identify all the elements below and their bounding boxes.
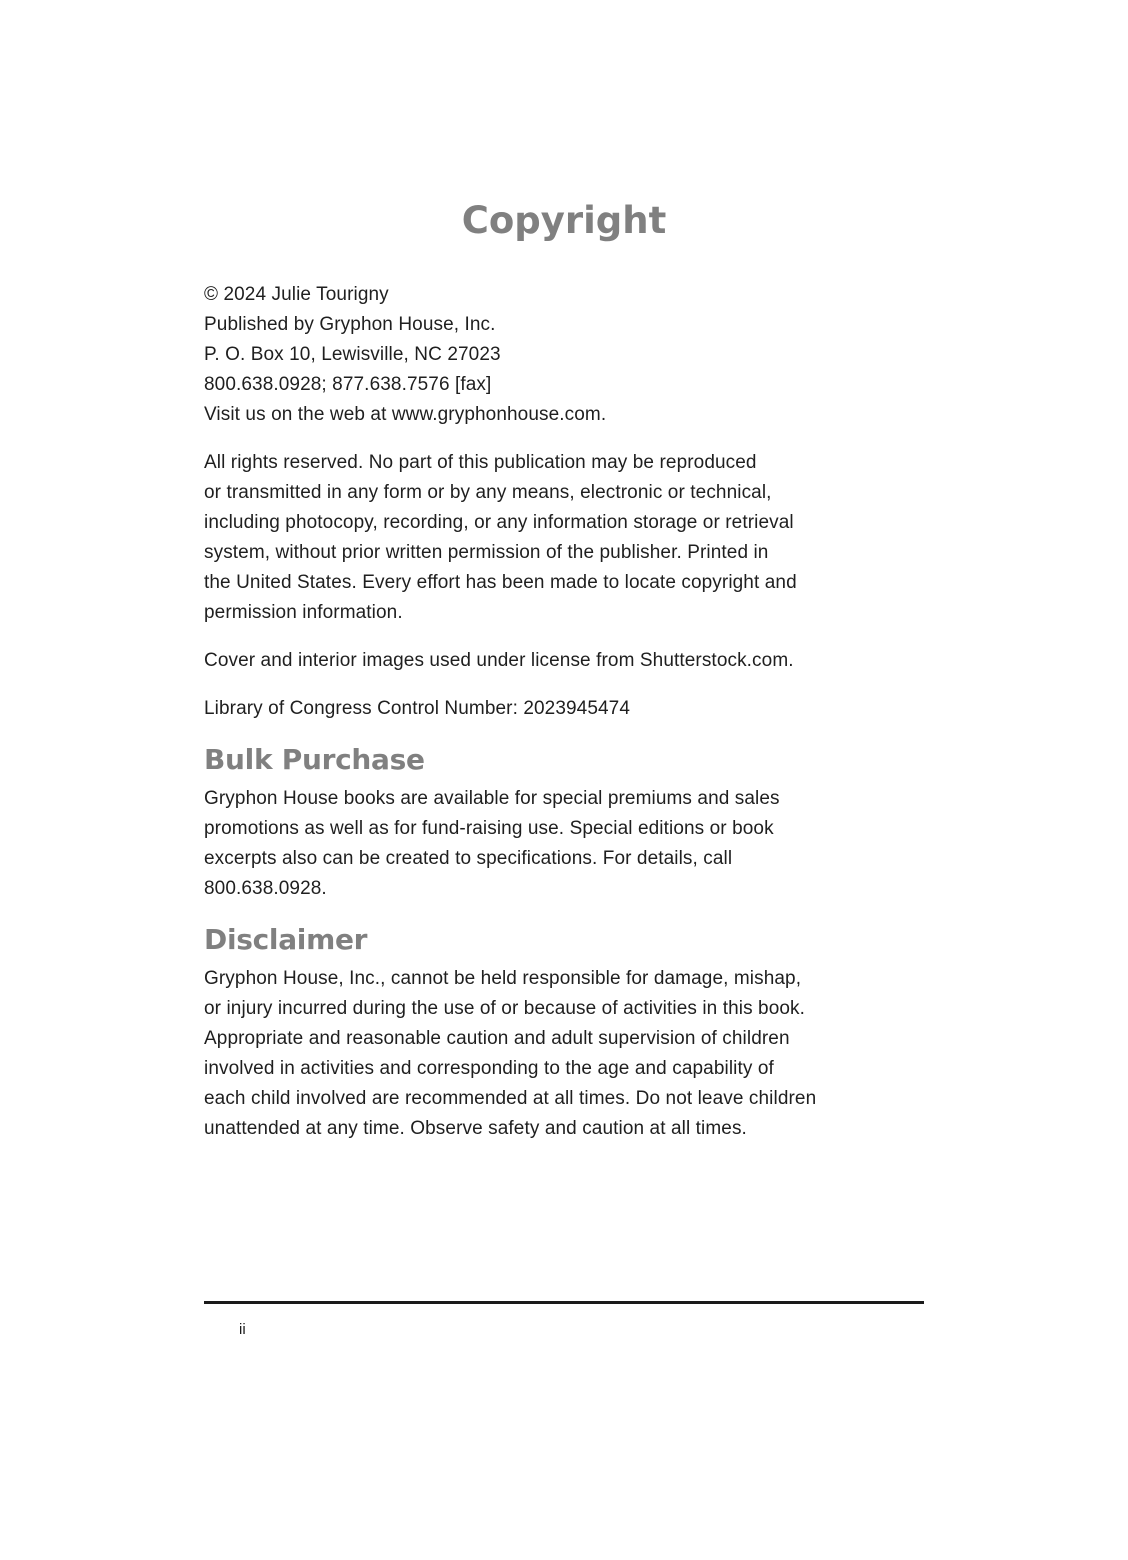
- disclaimer-heading: Disclaimer: [204, 923, 368, 956]
- rights-line: the United States. Every effort has been made to locate copyright and: [204, 572, 797, 593]
- bulk-purchase-heading: Bulk Purchase: [204, 743, 425, 776]
- disclaimer-line: Appropriate and reasonable caution and adult supervision of children: [204, 1028, 790, 1049]
- imprint-line: P. O. Box 10, Lewisville, NC 27023: [204, 344, 501, 365]
- rights-paragraph: [204, 448, 934, 628]
- disclaimer-line: involved in activities and corresponding to the age and capability of: [204, 1058, 774, 1079]
- bulk-purchase-line: Gryphon House books are available for special premiums and sales: [204, 788, 780, 809]
- bulk-purchase-line: 800.638.0928.: [204, 878, 327, 899]
- images-notice: Cover and interior images used under license from Shutterstock.com.: [204, 650, 794, 671]
- imprint-line: Visit us on the web at www.gryphonhouse.com.: [204, 404, 607, 425]
- rights-line: All rights reserved. No part of this publication may be reproduced: [204, 452, 757, 473]
- rights-line: or transmitted in any form or by any means, electronic or technical,: [204, 482, 772, 503]
- disclaimer-line: or injury incurred during the use of or because of activities in this book.: [204, 998, 806, 1019]
- page-title: Copyright: [461, 199, 667, 242]
- bulk-purchase-line: promotions as well as for fund-raising use. Special editions or book: [204, 818, 774, 839]
- disclaimer-line: Gryphon House, Inc., cannot be held responsible for damage, mishap,: [204, 968, 802, 989]
- imprint-line: © 2024 Julie Tourigny: [204, 284, 389, 305]
- rights-line: permission information.: [204, 602, 403, 623]
- disclaimer-line: each child involved are recommended at all times. Do not leave children: [204, 1088, 817, 1109]
- page-number: ii: [239, 1321, 246, 1338]
- imprint-block: [204, 280, 934, 430]
- imprint-line: 800.638.0928; 877.638.7576 [fax]: [204, 374, 492, 395]
- imprint-line: Published by Gryphon House, Inc.: [204, 314, 496, 335]
- rights-line: including photocopy, recording, or any information storage or retrieval: [204, 512, 794, 533]
- copyright-content: [204, 280, 934, 1144]
- disclaimer-line: unattended at any time. Observe safety and caution at all times.: [204, 1118, 747, 1139]
- bulk-purchase-line: excerpts also can be created to specifications. For details, call: [204, 848, 733, 869]
- footer-rule: [204, 1301, 924, 1304]
- bulk-purchase-paragraph: [204, 784, 934, 904]
- disclaimer-paragraph: [204, 964, 934, 1144]
- lccn: Library of Congress Control Number: 2023945474: [204, 698, 631, 719]
- rights-line: system, without prior written permission of the publisher. Printed in: [204, 542, 769, 563]
